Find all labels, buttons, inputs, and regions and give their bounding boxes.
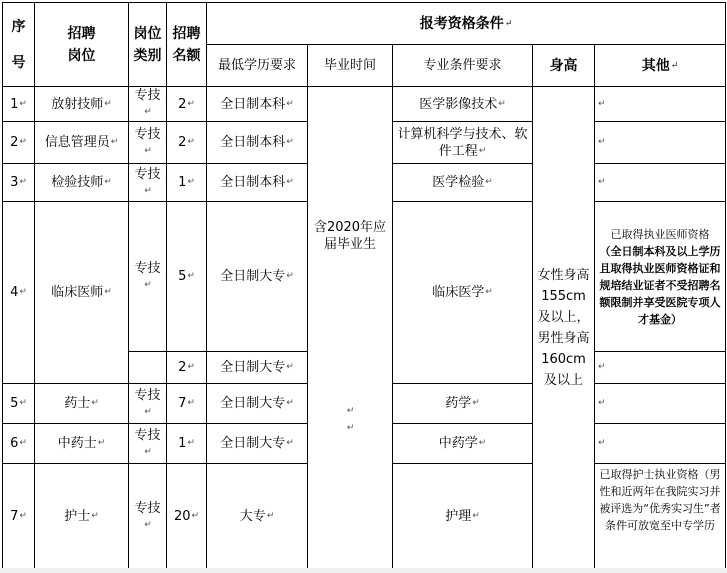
row-type: 专技↵ (129, 424, 167, 464)
row-type: 专技↵ (129, 164, 167, 202)
row-other-nurse: 已取得护士执业资格（男性和近两年在我院实习并被评选为“优秀实习生”者条件可放宽至中专学历 (595, 464, 726, 570)
row-post: 药士↵ (35, 384, 129, 424)
row-num: 7↵ (167, 384, 207, 424)
row-no: 6↵ (3, 424, 35, 464)
row-num: 2↵ (167, 122, 207, 164)
row-edu: 全日制大专↵ (207, 384, 308, 424)
row-other: ↵ (595, 164, 726, 202)
row-num: 1↵ (167, 424, 207, 464)
row-no: 3↵ (3, 164, 35, 202)
row-post: 中药士↵ (35, 424, 129, 464)
row-post: 信息管理员↵ (35, 122, 129, 164)
height-requirement: 女性身高155cm及以上，男性身高160cm及以上 (533, 87, 595, 570)
row-major: 医学影像技术↵ (393, 87, 533, 122)
row-type: 专技↵ (129, 87, 167, 122)
row-num: 2↵ (167, 352, 207, 384)
row-major: 计算机科学与技术、软件工程↵ (393, 122, 533, 164)
header-seq: 序 号 (3, 3, 35, 87)
row-edu: 全日制本科↵ (207, 87, 308, 122)
row-post: 检验技师↵ (35, 164, 129, 202)
row-no: 7↵ (3, 464, 35, 570)
row-num: 1↵ (167, 164, 207, 202)
row-no: 4↵ (3, 202, 35, 384)
row-major: 医学检验↵ (393, 164, 533, 202)
row-post: 放射技师↵ (35, 87, 129, 122)
row-other: ↵ (595, 384, 726, 424)
row-no: 2↵ (3, 122, 35, 164)
row-major: 护理↵ (393, 464, 533, 570)
row-major: 中药学↵ (393, 424, 533, 464)
row-edu: 全日制大专↵ (207, 202, 308, 352)
row-other: ↵ (595, 87, 726, 122)
row-major: 药学↵ (393, 384, 533, 424)
header-quota: 招聘 名额 (167, 3, 207, 87)
header-category: 岗位 类别 (129, 3, 167, 87)
bottom-strip (0, 568, 727, 573)
row-edu: 大专↵ (207, 464, 308, 570)
row-other: ↵ (595, 352, 726, 384)
row-major: 临床医学↵ (393, 202, 533, 384)
row-edu: 全日制本科↵ (207, 164, 308, 202)
row-other-doctor: 已取得执业医师资格 （全日制本科及以上学历且取得执业医师资格证和规培结业证者不受招聘名额限制并享受医院专项人才基金） (595, 202, 726, 352)
row-type: 专技↵ (129, 122, 167, 164)
header-position: 招聘 岗位 (35, 3, 129, 87)
row-type: 专技↵ (129, 464, 167, 570)
row-type-blank (129, 352, 167, 384)
header-grad: 毕业时间 (308, 45, 393, 87)
table-row (3, 87, 726, 122)
row-other: ↵ (595, 122, 726, 164)
row-num: 20↵ (167, 464, 207, 570)
recruitment-table (2, 2, 726, 570)
header-other: 其他↵ (595, 45, 726, 87)
row-post: 护士↵ (35, 464, 129, 570)
header-edu: 最低学历要求 (207, 45, 308, 87)
row-no: 5↵ (3, 384, 35, 424)
row-post: 临床医师↵ (35, 202, 129, 384)
row-edu: 全日制本科↵ (207, 122, 308, 164)
row-num: 2↵ (167, 87, 207, 122)
row-type: 专技↵ (129, 384, 167, 424)
header-height: 身高 (533, 45, 595, 87)
row-num: 5↵ (167, 202, 207, 352)
row-type: 专技↵ (129, 202, 167, 352)
row-other: ↵ (595, 424, 726, 464)
header-major: 专业条件要求 (393, 45, 533, 87)
row-no: 1↵ (3, 87, 35, 122)
row-edu: 全日制大专↵ (207, 352, 308, 384)
grad-requirement: 含2020年应届毕业生 ↵ ↵ (308, 87, 393, 570)
header-conditions: 报考资格条件↵ (207, 3, 726, 45)
row-edu: 全日制大专↵ (207, 424, 308, 464)
